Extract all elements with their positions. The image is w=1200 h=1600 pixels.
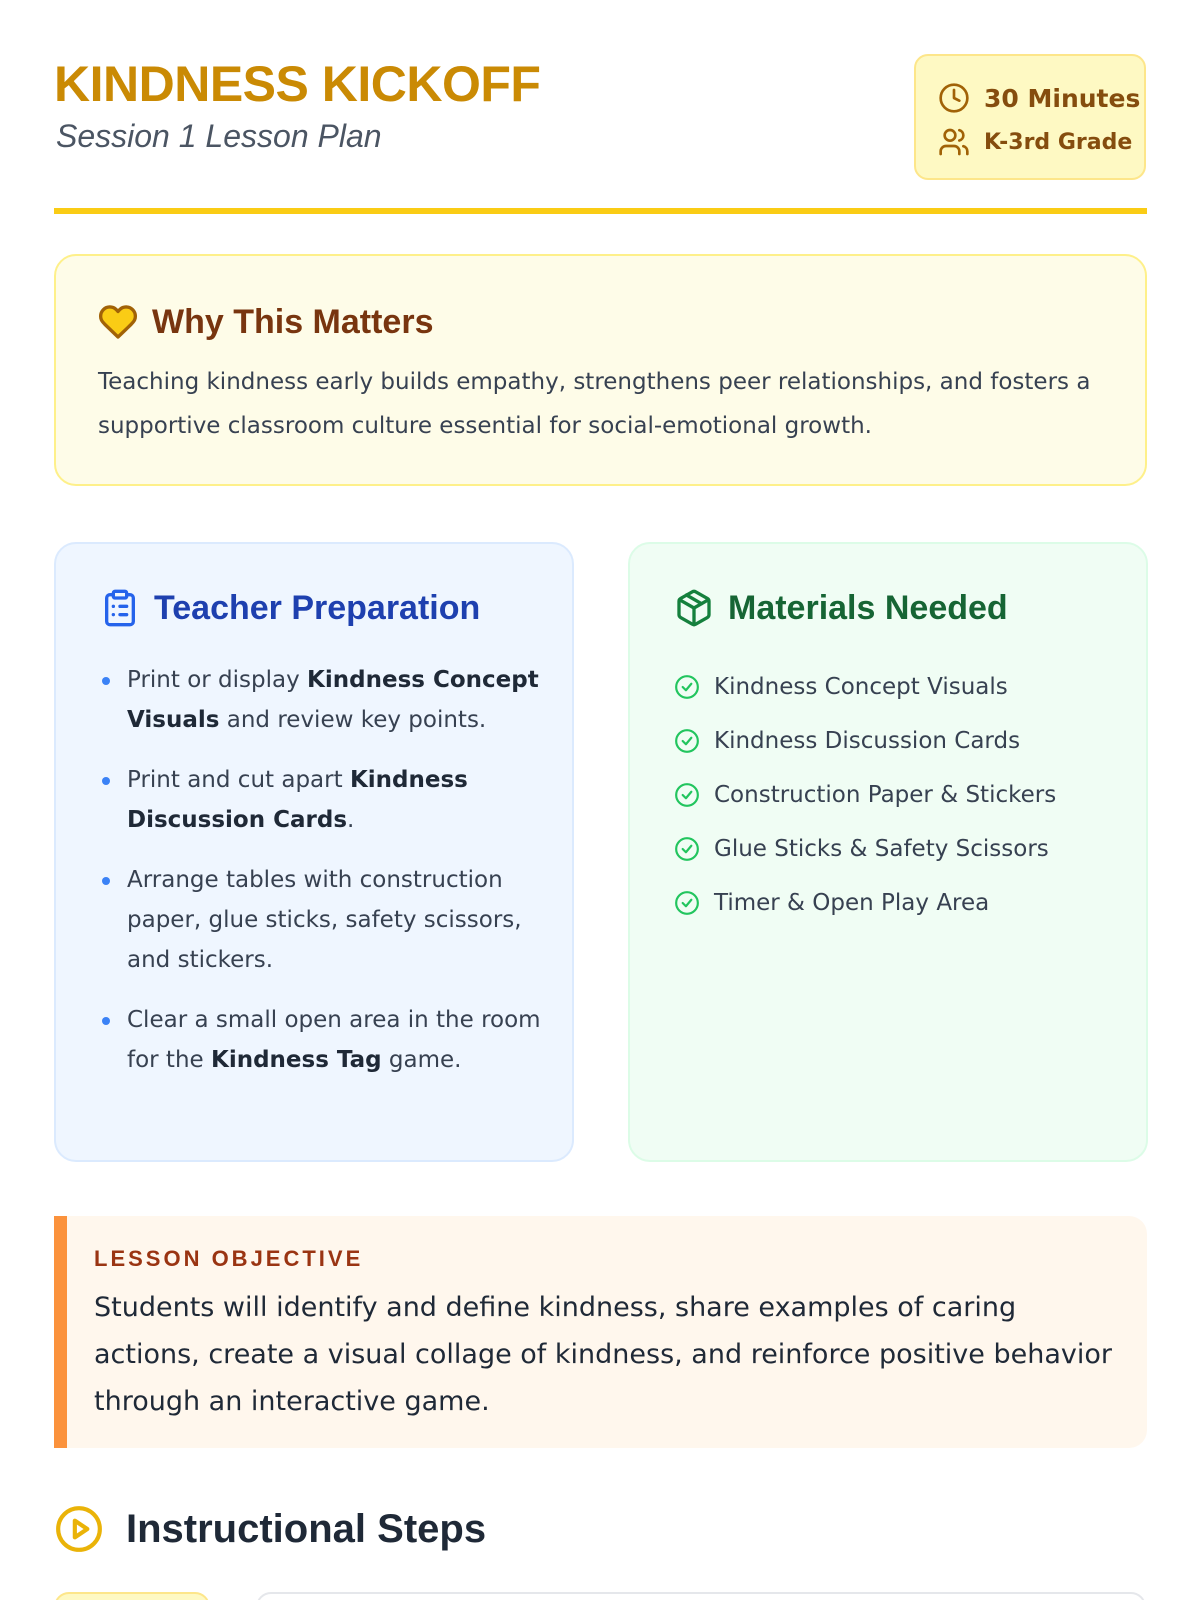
materials-list <box>674 660 1056 930</box>
steps-title: Instructional Steps <box>126 1506 487 1551</box>
prep-title: Teacher Preparation <box>154 588 481 627</box>
clipboard-list-icon <box>100 588 140 628</box>
lesson-meta-badge <box>914 54 1146 180</box>
teacher-preparation-card <box>54 542 574 1162</box>
play-circle-icon <box>54 1504 104 1554</box>
duration-text: 30 Minutes <box>984 83 1141 113</box>
check-circle-icon <box>674 836 700 862</box>
list-item: Print or display Kindness Concept Visuals and review key points. <box>100 660 550 740</box>
duration-row <box>938 82 1140 114</box>
list-item: Kindness Concept Visuals <box>674 660 1056 714</box>
why-body: Teaching kindness early builds empathy, strengthens peer relationships, and fosters a supportive classroom culture essential for social-emotional growth. <box>98 369 1091 439</box>
list-item: Arrange tables with construction paper, glue sticks, safety scissors, and stickers. <box>100 860 550 980</box>
instructional-steps-heading <box>54 1504 486 1554</box>
clock-icon <box>938 82 970 114</box>
header-divider <box>54 208 1147 214</box>
page-subtitle: Session 1 Lesson Plan <box>56 118 382 154</box>
check-circle-icon <box>674 890 700 916</box>
why-this-matters-card <box>54 254 1147 486</box>
lesson-objective-callout <box>54 1216 1147 1448</box>
objective-label: LESSON OBJECTIVE <box>94 1246 364 1271</box>
step-card <box>256 1592 1146 1600</box>
list-item: Timer & Open Play Area <box>674 876 1056 930</box>
list-item: Print and cut apart Kindness Discussion Cards. <box>100 760 550 840</box>
objective-text: Students will identify and define kindness, share examples of caring actions, create a visual collage of kindness, and reinforce positive behavior through an interactive game. <box>94 1292 1112 1417</box>
page-title: KINDNESS KICKOFF <box>54 56 541 112</box>
prep-list <box>100 660 550 1100</box>
list-item: Construction Paper & Stickers <box>674 768 1056 822</box>
step-time-badge <box>54 1592 210 1600</box>
list-item: Glue Sticks & Safety Scissors <box>674 822 1056 876</box>
grade-row <box>938 126 1132 158</box>
users-icon <box>938 126 970 158</box>
materials-title: Materials Needed <box>728 588 1008 627</box>
check-circle-icon <box>674 728 700 754</box>
package-icon <box>674 588 714 628</box>
lesson-header <box>54 50 1146 210</box>
heart-icon <box>98 302 138 342</box>
materials-needed-card <box>628 542 1148 1162</box>
why-title: Why This Matters <box>152 302 434 341</box>
check-circle-icon <box>674 674 700 700</box>
list-item: Kindness Discussion Cards <box>674 714 1056 768</box>
grade-text: K-3rd Grade <box>984 129 1133 155</box>
prep-heading <box>100 588 480 628</box>
list-item: Clear a small open area in the room for the Kindness Tag game. <box>100 1000 550 1080</box>
why-heading <box>98 302 433 342</box>
materials-heading <box>674 588 1008 628</box>
objective-accent-bar <box>54 1216 67 1448</box>
check-circle-icon <box>674 782 700 808</box>
